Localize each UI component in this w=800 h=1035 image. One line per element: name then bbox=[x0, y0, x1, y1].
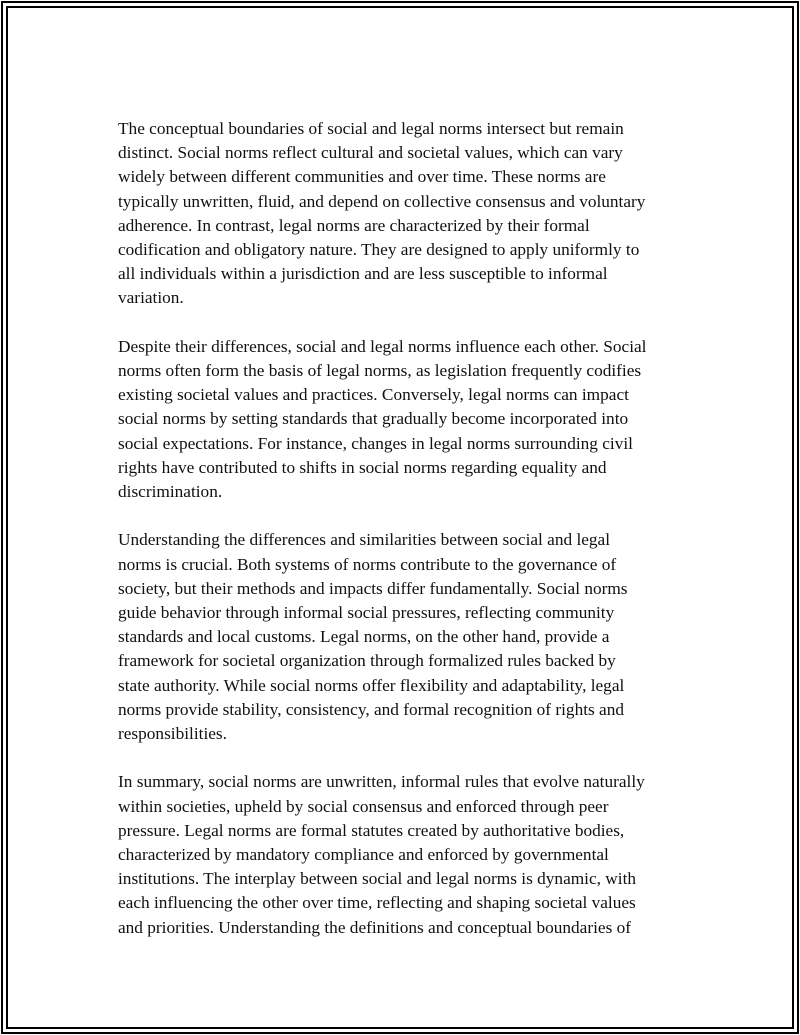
text-line: characterized by mandatory compliance and enforced by governmental bbox=[118, 845, 609, 865]
text-line: rights have contributed to shifts in social norms regarding equality and bbox=[118, 457, 607, 477]
text-line: variation. bbox=[118, 288, 184, 308]
text-line: Despite their differences, social and legal norms influence each other. Social bbox=[118, 336, 647, 356]
text-line: typically unwritten, fluid, and depend on collective consensus and voluntary bbox=[118, 191, 646, 211]
text-line: codification and obligatory nature. They are designed to apply uniformly to bbox=[118, 240, 640, 260]
text-line: pressure. Legal norms are formal statutes created by authoritative bodies, bbox=[118, 820, 625, 840]
text-line: adherence. In contrast, legal norms are characterized by their formal bbox=[118, 215, 590, 235]
text-line: standards and local customs. Legal norms, on the other hand, provide a bbox=[118, 627, 610, 647]
text-line: and priorities. Understanding the definitions and conceptual boundaries of bbox=[118, 917, 632, 937]
text-line: norms often form the basis of legal norms, as legislation frequently codifies bbox=[118, 361, 642, 381]
text-line: Understanding the differences and similarities between social and legal bbox=[118, 530, 611, 550]
paragraph-2 bbox=[118, 335, 688, 504]
text-line: norms provide stability, consistency, and formal recognition of rights and bbox=[118, 699, 625, 719]
text-line: institutions. The interplay between social and legal norms is dynamic, with bbox=[118, 869, 637, 889]
text-line: social norms by setting standards that gradually become incorporated into bbox=[118, 409, 629, 429]
text-line: social expectations. For instance, changes in legal norms surrounding civil bbox=[118, 433, 633, 453]
document-body bbox=[118, 117, 688, 964]
text-line: existing societal values and practices. Conversely, legal norms can impact bbox=[118, 385, 629, 405]
text-line: In summary, social norms are unwritten, informal rules that evolve naturally bbox=[118, 772, 645, 792]
text-line: responsibilities. bbox=[118, 724, 227, 744]
paragraph-3 bbox=[118, 528, 688, 746]
text-line: all individuals within a jurisdiction and are less susceptible to informal bbox=[118, 264, 608, 284]
text-line: guide behavior through informal social pressures, reflecting community bbox=[118, 603, 615, 623]
text-line: norms is crucial. Both systems of norms contribute to the governance of bbox=[118, 554, 617, 574]
text-line: each influencing the other over time, reflecting and shaping societal values bbox=[118, 893, 636, 913]
text-line: distinct. Social norms reflect cultural and societal values, which can vary bbox=[118, 143, 623, 163]
text-line: within societies, upheld by social consensus and enforced through peer bbox=[118, 796, 609, 816]
text-line: discrimination. bbox=[118, 482, 223, 502]
text-line: The conceptual boundaries of social and legal norms intersect but remain bbox=[118, 119, 624, 138]
text-line: framework for societal organization through formalized rules backed by bbox=[118, 651, 616, 671]
text-line: society, but their methods and impacts differ fundamentally. Social norms bbox=[118, 578, 628, 598]
paragraph-1 bbox=[118, 117, 688, 311]
paragraph-4 bbox=[118, 770, 688, 939]
text-line: state authority. While social norms offer flexibility and adaptability, legal bbox=[118, 675, 625, 695]
text-line: widely between different communities and over time. These norms are bbox=[118, 167, 606, 187]
